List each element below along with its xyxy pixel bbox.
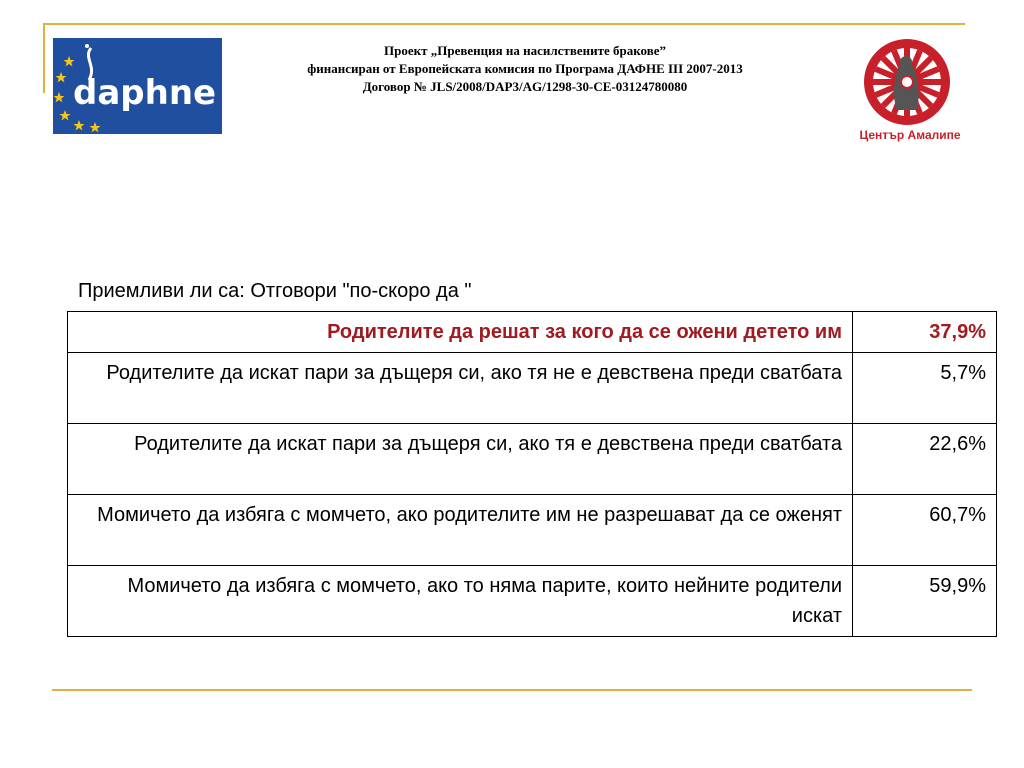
wheel-logo-icon bbox=[855, 36, 965, 128]
frame-bottom-line bbox=[52, 689, 972, 691]
table-row bbox=[68, 353, 997, 424]
table-row bbox=[68, 312, 997, 353]
header-line-2: финансиран от Европейската комисия по Програма ДАФНЕ III 2007-2013 bbox=[307, 61, 743, 76]
question-cell: Момичето да избяга с момчето, ако то няма парите, които нейните родители искат bbox=[68, 566, 853, 637]
daphne-logo-text: daphne bbox=[73, 73, 217, 113]
value-cell: 37,9% bbox=[853, 312, 997, 353]
amalipe-logo bbox=[855, 36, 965, 148]
daphne-logo bbox=[53, 38, 222, 134]
question-cell: Родителите да искат пари за дъщеря си, ако тя не е девствена преди сватбата bbox=[68, 353, 853, 424]
value-cell: 59,9% bbox=[853, 566, 997, 637]
table-row bbox=[68, 424, 997, 495]
table-row bbox=[68, 495, 997, 566]
value-cell: 5,7% bbox=[853, 353, 997, 424]
frame-left-line bbox=[43, 23, 45, 93]
question-cell: Родителите да решат за кого да се ожени детето им bbox=[68, 312, 853, 353]
question-cell: Момичето да избяга с момчето, ако родителите им не разрешават да се оженят bbox=[68, 495, 853, 566]
header-line-3: Договор № JLS/2008/DAP3/AG/1298-30-CE-03124780080 bbox=[362, 79, 688, 94]
amalipe-logo-text: Център Амалипе bbox=[859, 128, 961, 142]
table-caption: Приемливи ли са: Отговори "по-скоро да " bbox=[78, 280, 472, 302]
project-header bbox=[225, 42, 825, 96]
frame-top-line bbox=[43, 23, 965, 25]
header-line-1: Проект „Превенция на насилствените бракове” bbox=[383, 43, 667, 58]
question-cell: Родителите да искат пари за дъщеря си, ако тя е девствена преди сватбата bbox=[68, 424, 853, 495]
results-table bbox=[67, 311, 997, 637]
table-row bbox=[68, 566, 997, 637]
value-cell: 60,7% bbox=[853, 495, 997, 566]
value-cell: 22,6% bbox=[853, 424, 997, 495]
